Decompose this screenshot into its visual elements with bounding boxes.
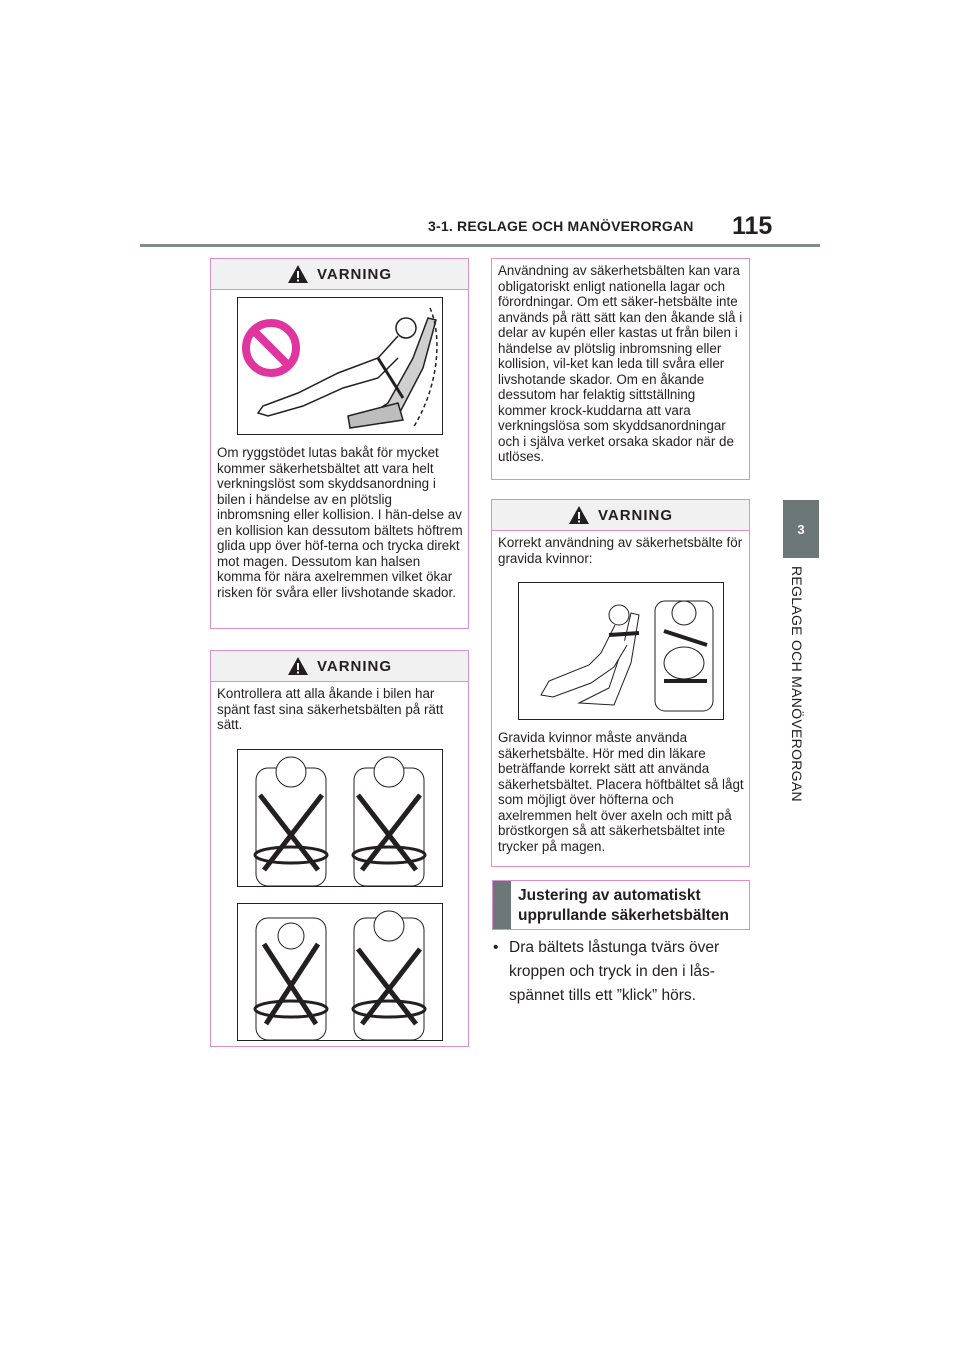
warning-title: VARNING (316, 657, 393, 675)
warning-triangle-icon (568, 505, 590, 525)
warning-box-fasten-belts (210, 650, 469, 1047)
bullet-text: Dra bältets låstunga tvärs över kroppen och tryck in den i lås-spännet tills ett ”klick” hörs. (509, 939, 720, 1004)
warning-triangle-icon (287, 656, 309, 676)
warning-header (211, 259, 468, 290)
bullet-item (493, 936, 753, 1008)
section-title: Justering av automatiskt upprullande säkerhetsbälten (518, 887, 730, 924)
warning-triangle-icon (287, 264, 309, 284)
warning-body: Kontrollera att alla åkande i bilen har spänt fast sina säkerhetsbälten på rätt sätt. (217, 686, 444, 732)
header-section-title: 3-1. REGLAGE OCH MANÖVERORGAN (428, 218, 694, 234)
note-box (491, 258, 750, 480)
reclined-seat-drawing (238, 298, 442, 434)
page-number: 115 (732, 212, 773, 240)
warning-header (211, 651, 468, 682)
section-heading (492, 880, 750, 930)
reclined-seat-illustration (237, 297, 443, 435)
warning-intro: Korrekt användning av säkerhetsbälte för gravida kvinnor: (498, 535, 743, 566)
seated-occupants-illustration-top (237, 749, 443, 887)
warning-body: Gravida kvinnor måste använda säkerhetsbälte. Hör med din läkare beträffande korrekt sätt att använda säkerhetsbältet. Placera höftbältet så lågt som möjligt över höfterna och axelremmen helt över axeln och mitt på bröstkorgen så att säkerhetsbältet inte trycker på magen. (498, 730, 744, 854)
chapter-side-title: REGLAGE OCH MANÖVERORGAN (789, 566, 805, 802)
warning-title: VARNING (316, 265, 393, 283)
warning-box-reclined-seat (210, 258, 469, 629)
warning-title: VARNING (597, 506, 674, 524)
chapter-tab: 3 (783, 500, 819, 558)
occupants-drawing-bottom (238, 904, 442, 1040)
header-rule (140, 244, 820, 247)
warning-body: Om ryggstödet lutas bakåt för mycket kommer säkerhetsbältet att vara helt verkningslöst som skyddsanordning i bilen i händelse av en plötslig inbromsning eller kollision. I hän-delse av en kollision kan dessutom bältets höftrem glida upp över höf-terna och trycka direkt mot magen. Dessutom kan halsen komma för nära axelremmen vilket ökar risken för svåra eller livshotande skador. (217, 445, 463, 600)
note-body: Användning av säkerhetsbälten kan vara obligatoriskt enligt nationella lagar och förordningar. Om ett säker-hetsbälte inte används på rätt sätt kan den åkande slå i delar av kupén eller kastas ut från bilen i händelse av plötslig inbromsning eller kollision, vil-ket kan leda till svåra eller livshotande skador. Om en åkande dessutom har felaktig sittställning kommer krock-kuddarna att vara verkningslösa som skyddsanordningar och i själva verket orsaka skador när de utlöses. (498, 263, 743, 464)
seated-occupants-illustration-bottom (237, 903, 443, 1041)
warning-header (492, 500, 749, 531)
occupants-drawing-top (238, 750, 442, 886)
section-heading-bar (493, 881, 511, 929)
pregnant-occupant-illustration (518, 582, 724, 720)
warning-box-pregnant (491, 499, 750, 867)
pregnant-occupant-drawing (519, 583, 723, 719)
bullet-marker: • (493, 939, 499, 956)
